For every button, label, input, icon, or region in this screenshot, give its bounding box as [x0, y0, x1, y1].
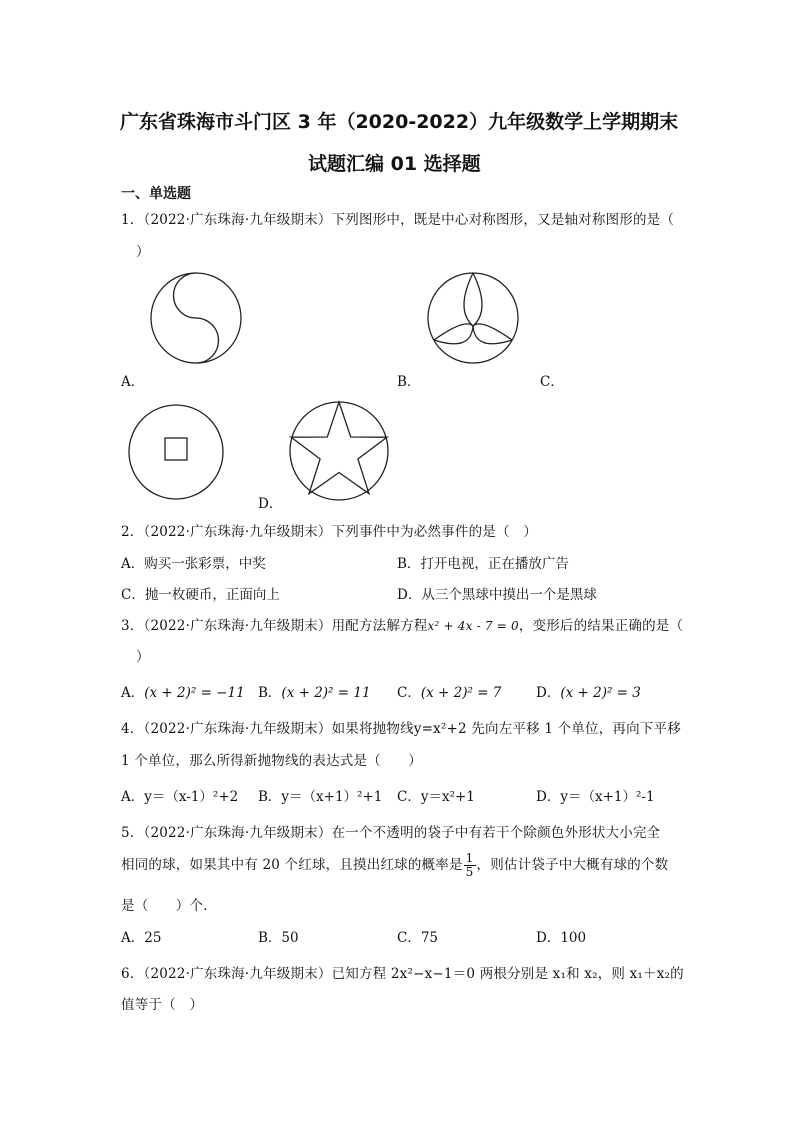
- q3-option-b-value: (x + 2)² = 11: [281, 685, 371, 701]
- q4-option-c: C．y＝x²+1: [397, 789, 475, 805]
- document-title-line2: 试题汇编 01 选择题: [308, 153, 481, 175]
- q4-stem-line2: 1 个单位，那么所得新抛物线的表达式是（ ）: [121, 753, 422, 769]
- q5-fraction: [464, 852, 476, 879]
- q5-stem-line2-post: ，则估计袋子中大概有球的个数: [476, 857, 669, 873]
- q3-option-a-label: A．: [121, 685, 145, 701]
- q3-stem-post: ，变形后的结果正确的是（: [518, 618, 684, 634]
- q1-option-a-label: A．: [121, 374, 145, 390]
- q2-option-b: B．打开电视，正在播放广告: [397, 556, 569, 572]
- q1-figure-d: [286, 398, 392, 504]
- q3-option-a-value: (x + 2)² = −11: [144, 685, 245, 701]
- q4-option-d: D．y＝（x+1）²-1: [536, 789, 655, 805]
- q1-option-d-label: D．: [258, 496, 283, 512]
- q5-fraction-denominator: 5: [465, 865, 474, 879]
- q5-option-b: B．50: [258, 930, 299, 946]
- q3-option-d: [536, 681, 641, 701]
- q4-option-a: A．y＝（x-1）²+2: [121, 789, 239, 805]
- q1-stem-line1: 1．（2022·广东珠海·九年级期末）下列图形中，既是中心对称图形，又是轴对称图形的是（: [121, 212, 675, 228]
- q3-option-b: [258, 681, 371, 701]
- document-title-line1: 广东省珠海市斗门区 3 年（2020-2022）九年级数学上学期期末: [120, 111, 679, 133]
- q1-figure-b: [425, 270, 521, 366]
- q2-option-d: D．从三个黑球中摸出一个是黑球: [397, 587, 597, 603]
- q2-option-c: C．抛一枚硬币，正面向上: [121, 587, 280, 603]
- q3-option-c: [397, 681, 501, 701]
- q1-stem-line2: ）: [136, 244, 150, 260]
- q3-option-c-label: C．: [397, 685, 421, 701]
- q1-option-b-label: B．: [397, 374, 421, 390]
- q3-stem-line1: [121, 614, 683, 634]
- q3-stem-line2: ）: [136, 649, 150, 665]
- q3-option-a: [121, 681, 245, 701]
- q3-equation: x² + 4x - 7 = 0: [427, 619, 519, 633]
- q5-option-d: D．100: [536, 930, 587, 946]
- q3-stem-pre: 3．（2022·广东珠海·九年级期末）用配方法解方程: [121, 618, 428, 634]
- q1-option-c-label: C．: [540, 374, 564, 390]
- q3-option-c-value: (x + 2)² = 7: [420, 685, 502, 701]
- q2-stem: 2．（2022·广东珠海·九年级期末）下列事件中为必然事件的是（ ）: [121, 524, 538, 540]
- q1-figure-c: [126, 402, 226, 502]
- section-heading: 一、单选题: [121, 186, 191, 202]
- q5-stem-line2-pre: 相同的球，如果其中有 20 个红球，且摸出红球的概率是: [121, 857, 463, 873]
- q6-stem-line2: 值等于（ ）: [121, 997, 204, 1013]
- q2-option-a: A．购买一张彩票，中奖: [121, 556, 266, 572]
- q5-option-c: C．75: [397, 930, 439, 946]
- q5-stem-line3: 是（ ）个.: [121, 898, 208, 914]
- q6-stem-line1: 6．（2022·广东珠海·九年级期末）已知方程 2x²−x−1＝0 两根分别是 x₁和 x₂，则 x₁＋x₂的: [121, 966, 684, 982]
- q5-stem-line2: [121, 852, 668, 879]
- q5-stem-line1: 5．（2022·广东珠海·九年级期末）在一个不透明的袋子中有若干个除颜色外形状大小完全: [121, 825, 661, 841]
- q4-option-b: B．y＝（x+1）²+1: [258, 789, 383, 805]
- q3-option-b-label: B．: [258, 685, 282, 701]
- q5-option-a: A．25: [121, 930, 162, 946]
- q3-option-d-label: D．: [536, 685, 561, 701]
- q4-stem-line1: 4．（2022·广东珠海·九年级期末）如果将抛物线y=x²+2 先向左平移 1 个单位，再向下平移: [121, 721, 681, 737]
- q1-figure-a: [148, 270, 244, 366]
- q5-fraction-numerator: 1: [465, 851, 474, 865]
- q3-option-d-value: (x + 2)² = 3: [560, 685, 641, 701]
